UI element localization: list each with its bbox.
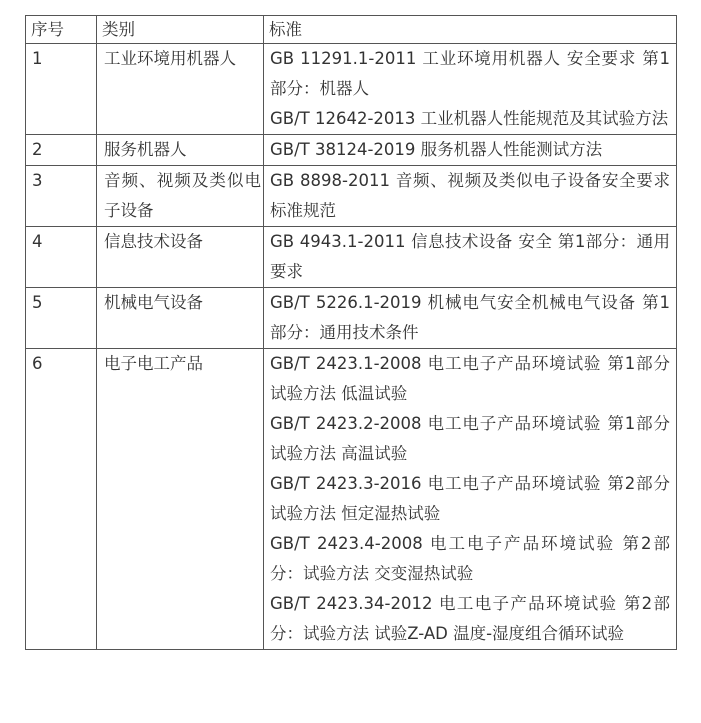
standard-item: GB/T 2423.3-2016 电工电子产品环境试验 第2部分 试验方法 恒定湿热试验 [270,474,670,523]
row-number: 4 [26,227,97,288]
row-standards [264,44,677,135]
standard-item: GB 4943.1-2011 信息技术设备 安全 第1部分：通用要求 [270,232,670,281]
standard-item: GB 8898-2011 音频、视频及类似电子设备安全要求标准规范 [270,171,670,220]
header-standard: 标准 [264,16,677,44]
row-number: 2 [26,135,97,166]
row-category [97,349,264,650]
category-text: 电子电工产品 [104,354,203,373]
standard-item: GB/T 2423.1-2008 电工电子产品环境试验 第1部分 试验方法 低温试验 [270,354,670,403]
row-standards [264,166,677,227]
table-row [26,166,677,227]
standards-table-container [25,15,677,650]
row-number: 3 [26,166,97,227]
category-text: 工业环境用机器人 [104,49,236,68]
standard-item: GB/T 2423.34-2012 电工电子产品环境试验 第2部分：试验方法 试验Z-AD 温度-湿度组合循环试验 [270,594,670,643]
category-text: 机械电气设备 [104,293,203,312]
category-text: 服务机器人 [104,140,187,159]
header-category: 类别 [97,16,264,44]
standards-table [25,15,677,650]
table-row [26,227,677,288]
table-row [26,44,677,135]
row-standards [264,349,677,650]
row-category [97,135,264,166]
category-text: 信息技术设备 [104,232,203,251]
row-category [97,288,264,349]
header-number: 序号 [26,16,97,44]
row-category [97,166,264,227]
standard-item: GB/T 2423.2-2008 电工电子产品环境试验 第1部分 试验方法 高温试验 [270,414,670,463]
row-standards [264,227,677,288]
table-row [26,288,677,349]
row-standards [264,288,677,349]
standard-item: GB/T 38124-2019 服务机器人性能测试方法 [270,140,603,159]
table-row [26,135,677,166]
table-header-row [26,16,677,44]
standard-item: GB/T 5226.1-2019 机械电气安全机械电气设备 第1部分：通用技术条件 [270,293,670,342]
standard-item: GB/T 12642-2013 工业机器人性能规范及其试验方法 [270,109,669,128]
row-number: 6 [26,349,97,650]
row-number: 1 [26,44,97,135]
row-standards [264,135,677,166]
row-number: 5 [26,288,97,349]
table-row [26,349,677,650]
standard-item: GB 11291.1-2011 工业环境用机器人 安全要求 第1部分：机器人 [270,49,670,98]
category-text: 音频、视频及类似电子设备 [104,171,261,220]
row-category [97,44,264,135]
standard-item: GB/T 2423.4-2008 电工电子产品环境试验 第2部分：试验方法 交变湿热试验 [270,534,670,583]
row-category [97,227,264,288]
